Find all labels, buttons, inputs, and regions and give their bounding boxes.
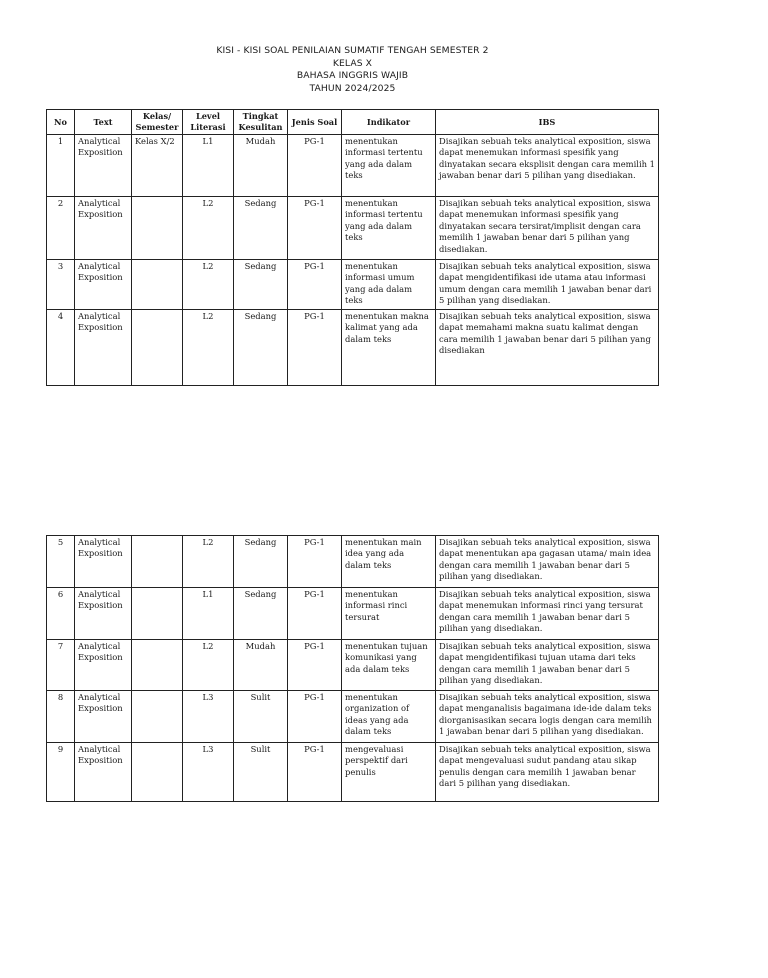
cell-jenis: PG-1 (288, 310, 342, 386)
cell-jenis: PG-1 (288, 135, 342, 197)
cell-indikator: menentukan makna kalimat yang ada dalam teks (342, 310, 436, 386)
cell-level: L3 (183, 691, 234, 743)
cell-jenis: PG-1 (288, 743, 342, 802)
table-row (47, 691, 659, 743)
cell-text: Analytical Exposition (75, 640, 132, 691)
document-title: KISI - KISI SOAL PENILAIAN SUMATIF TENGAH SEMESTER 2 (216, 45, 489, 56)
cell-tingkat: Sulit (234, 691, 288, 743)
cell-kelas (132, 588, 183, 640)
column-header-kelas: Kelas/ Semester (132, 110, 183, 135)
table-row (47, 588, 659, 640)
cell-ibs: Disajikan sebuah teks analytical exposition, siswa dapat mengidentifikasi ide utama atau informasi umum dengan cara memilih 1 jawaban benar dari 5 pilihan yang disediakan. (436, 260, 659, 310)
cell-level: L2 (183, 640, 234, 691)
cell-indikator: menentukan main idea yang ada dalam teks (342, 536, 436, 588)
document-header (0, 45, 705, 95)
column-header-no: No (47, 110, 75, 135)
cell-jenis: PG-1 (288, 536, 342, 588)
table-row (47, 640, 659, 691)
table-row (47, 743, 659, 802)
cell-text: Analytical Exposition (75, 691, 132, 743)
cell-tingkat: Mudah (234, 640, 288, 691)
column-header-ibs: IBS (436, 110, 659, 135)
cell-no: 1 (47, 135, 75, 197)
column-header-text: Text (75, 110, 132, 135)
cell-indikator: menentukan organization of ideas yang ada dalam teks (342, 691, 436, 743)
column-header-indikator: Indikator (342, 110, 436, 135)
table-row (47, 536, 659, 588)
cell-kelas: Kelas X/2 (132, 135, 183, 197)
cell-jenis: PG-1 (288, 197, 342, 260)
table-row (47, 260, 659, 310)
year-label: TAHUN 2024/2025 (309, 82, 396, 94)
cell-text: Analytical Exposition (75, 135, 132, 197)
cell-jenis: PG-1 (288, 691, 342, 743)
cell-tingkat: Sedang (234, 310, 288, 386)
cell-ibs: Disajikan sebuah teks analytical exposition, siswa dapat menemukan informasi rinci yang tersurat dengan cara memilih 1 jawaban benar dari 5 pilihan yang disediakan. (436, 588, 659, 640)
cell-text: Analytical Exposition (75, 260, 132, 310)
cell-text: Analytical Exposition (75, 536, 132, 588)
table-row (47, 197, 659, 260)
cell-ibs: Disajikan sebuah teks analytical exposition, siswa dapat memahami makna suatu kalimat dengan cara memilih 1 jawaban benar dari 5 pilihan yang disediakan (436, 310, 659, 386)
cell-kelas (132, 691, 183, 743)
cell-no: 9 (47, 743, 75, 802)
column-header-tingkat: Tingkat Kesulitan (234, 110, 288, 135)
cell-kelas (132, 743, 183, 802)
cell-text: Analytical Exposition (75, 743, 132, 802)
cell-tingkat: Sedang (234, 197, 288, 260)
cell-text: Analytical Exposition (75, 310, 132, 386)
cell-jenis: PG-1 (288, 260, 342, 310)
cell-no: 6 (47, 588, 75, 640)
cell-ibs: Disajikan sebuah teks analytical exposition, siswa dapat mengevaluasi sudut pandang atau sikap penulis dengan cara memilih 1 jawaban benar dari 5 pilihan yang disediakan. (436, 743, 659, 802)
cell-indikator: menentukan informasi tertentu yang ada dalam teks (342, 135, 436, 197)
cell-no: 5 (47, 536, 75, 588)
class-label: KELAS X (332, 57, 373, 69)
cell-indikator: menentukan tujuan komunikasi yang ada dalam teks (342, 640, 436, 691)
blueprint-table-page-2 (46, 535, 659, 802)
cell-kelas (132, 260, 183, 310)
cell-no: 3 (47, 260, 75, 310)
cell-level: L2 (183, 197, 234, 260)
cell-level: L2 (183, 260, 234, 310)
cell-level: L2 (183, 536, 234, 588)
cell-kelas (132, 640, 183, 691)
column-header-level: Level Literasi (183, 110, 234, 135)
cell-no: 4 (47, 310, 75, 386)
cell-level: L2 (183, 310, 234, 386)
cell-level: L3 (183, 743, 234, 802)
cell-text: Analytical Exposition (75, 197, 132, 260)
cell-kelas (132, 197, 183, 260)
cell-tingkat: Sedang (234, 588, 288, 640)
cell-jenis: PG-1 (288, 640, 342, 691)
table-header-row (47, 110, 659, 135)
cell-no: 8 (47, 691, 75, 743)
cell-tingkat: Sulit (234, 743, 288, 802)
cell-no: 7 (47, 640, 75, 691)
cell-level: L1 (183, 588, 234, 640)
cell-kelas (132, 536, 183, 588)
cell-indikator: menentukan informasi umum yang ada dalam teks (342, 260, 436, 310)
cell-jenis: PG-1 (288, 588, 342, 640)
cell-ibs: Disajikan sebuah teks analytical exposition, siswa dapat menentukan apa gagasan utama/ main idea dengan cara memilih 1 jawaban benar dari 5 pilihan yang disediakan. (436, 536, 659, 588)
table-row (47, 310, 659, 386)
cell-ibs: Disajikan sebuah teks analytical exposition, siswa dapat menemukan informasi spesifik yang dinyatakan secara tersirat/implisit dengan cara memilih 1 jawaban benar dari 5 pilihan yang disediakan. (436, 197, 659, 260)
cell-indikator: menentukan informasi tertentu yang ada dalam teks (342, 197, 436, 260)
cell-tingkat: Sedang (234, 260, 288, 310)
cell-level: L1 (183, 135, 234, 197)
column-header-jenis: Jenis Soal (288, 110, 342, 135)
cell-tingkat: Sedang (234, 536, 288, 588)
subject-label: BAHASA INGGRIS WAJIB (296, 70, 409, 82)
cell-indikator: menentukan informasi rinci tersurat (342, 588, 436, 640)
cell-ibs: Disajikan sebuah teks analytical exposition, siswa dapat mengidentifikasi tujuan utama dari teks dengan cara memilih 1 jawaban benar dari 5 pilihan yang disediakan. (436, 640, 659, 691)
cell-text: Analytical Exposition (75, 588, 132, 640)
table-row (47, 135, 659, 197)
cell-no: 2 (47, 197, 75, 260)
cell-ibs: Disajikan sebuah teks analytical exposition, siswa dapat menemukan informasi spesifik yang dinyatakan secara eksplisit dengan cara memilih 1 jawaban benar dari 5 pilihan yang disediakan. (436, 135, 659, 197)
cell-tingkat: Mudah (234, 135, 288, 197)
blueprint-table-page-1 (46, 109, 659, 386)
cell-kelas (132, 310, 183, 386)
cell-indikator: mengevaluasi perspektif dari penulis (342, 743, 436, 802)
cell-ibs: Disajikan sebuah teks analytical exposition, siswa dapat menganalisis bagaimana ide-ide dalam teks diorganisasikan secara logis dengan cara memilih 1 jawaban benar dari 5 pilihan yang disediakan. (436, 691, 659, 743)
